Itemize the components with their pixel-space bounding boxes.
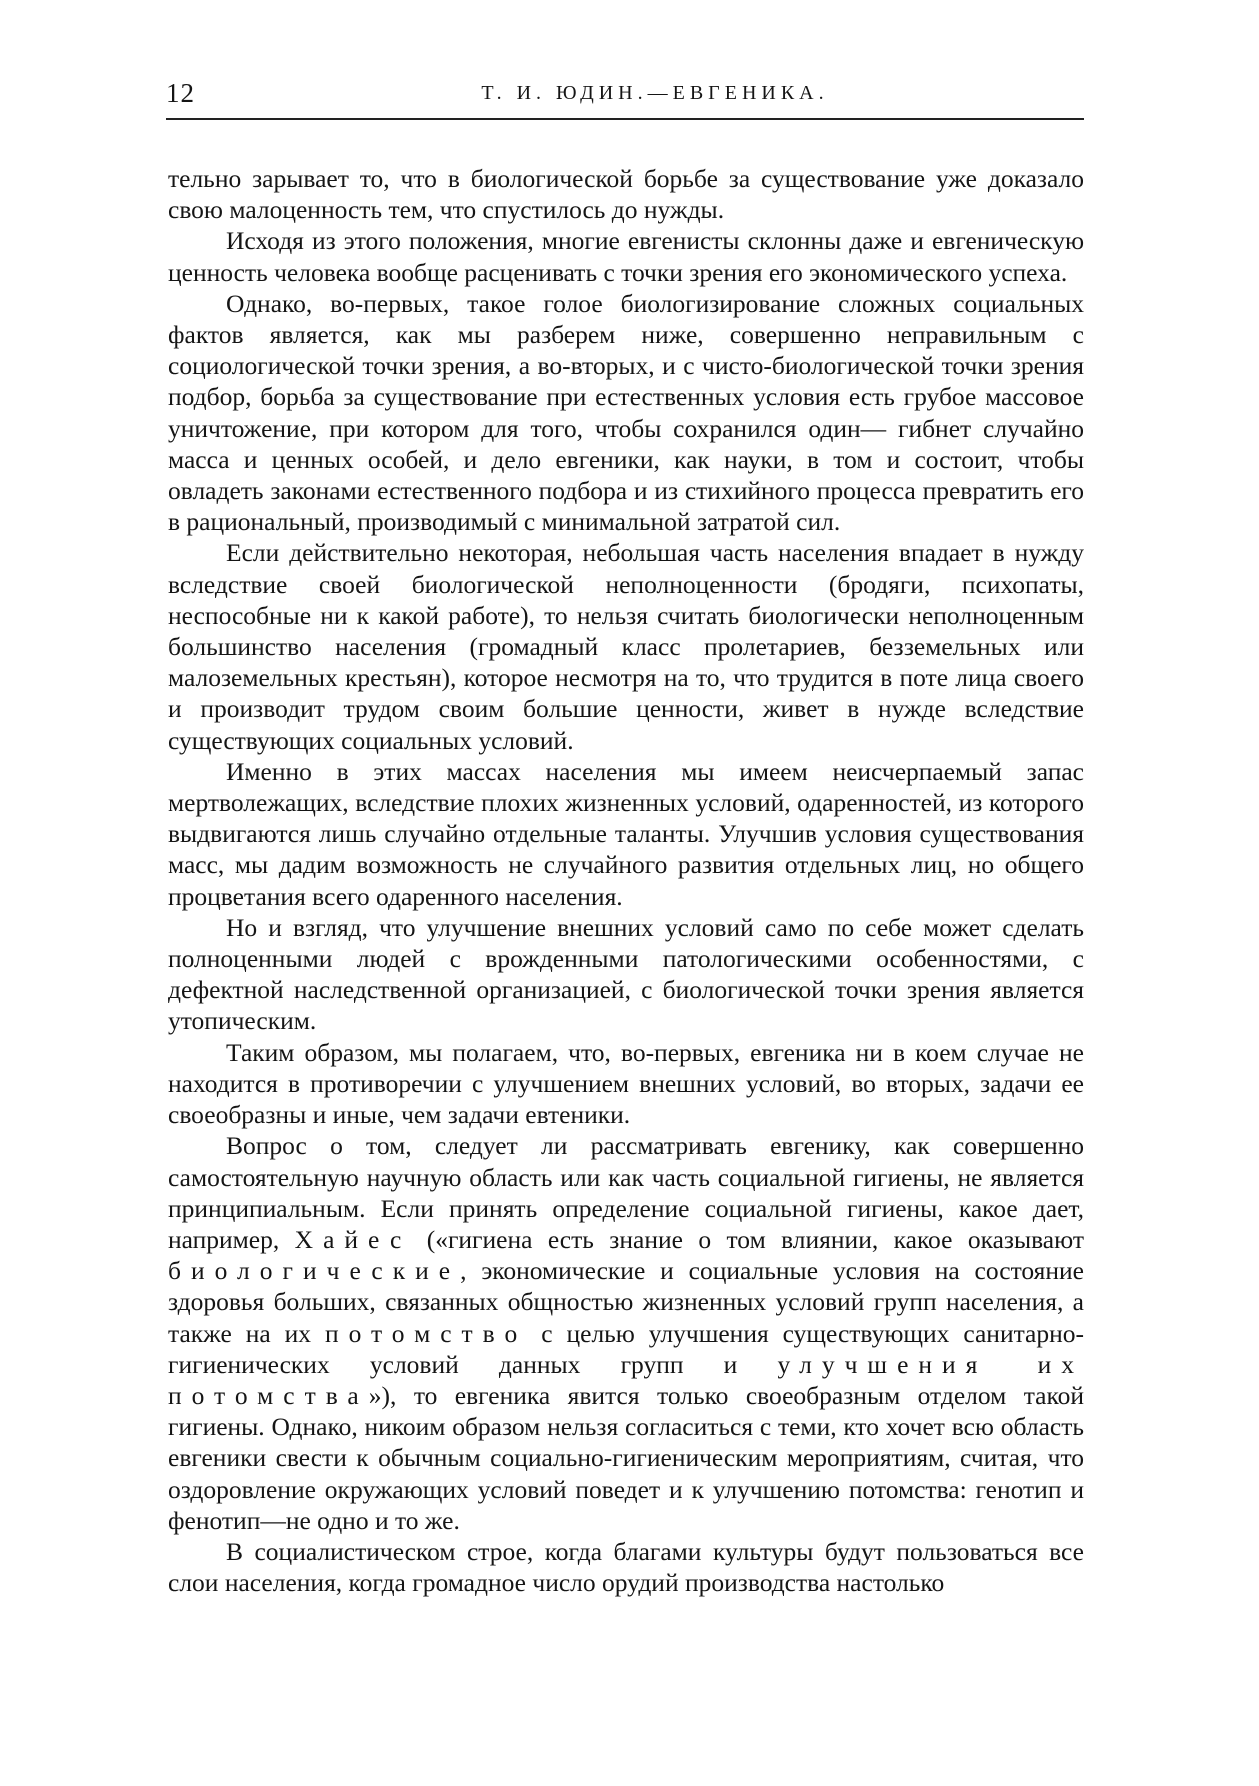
page-header (166, 78, 1084, 120)
body-text (168, 163, 1084, 1598)
spaced-emphasis: потомство (324, 1318, 528, 1348)
paragraph (168, 912, 1084, 1037)
paragraph (168, 288, 1084, 538)
spaced-emphasis: улучшения их потомства (168, 1349, 1084, 1410)
paragraph-text: с целью улучшения существующих санитарно-гигиенических условий данных групп и (168, 1318, 1085, 1379)
paragraph-text: Вопрос о том, следует ли рассматривать евгенику, как совершенно самостоятельную научную область или как часть социальной гигиены, не является принципиальным. Если принять определение социальной гигиены, какое дает, например, (168, 1131, 1084, 1254)
paragraph-text: Таким образом, мы полагаем, что, во-первых, евгеника ни в коем случае не находится в противоречии с улучшением внешних условий, во вторых, задачи ее своеобразны и иные, чем задачи евтеники. (168, 1037, 1084, 1130)
paragraph-text: Именно в этих массах населения мы имеем неисчерпаемый запас мертволежащих, вследствие плохих жизненных условий, одаренностей, из которого выдвигаются лишь случайно отдельные таланты. Улучшив условия существования масс, мы дадим возможность не случайного развития отдельных лиц, но общего процветания всего одаренного населения. (168, 756, 1084, 911)
paragraph-text: Исходя из этого положения, многие евгенисты склонны даже и евгеническую ценность человека вообще расценивать с точки зрения его экономического успеха. (168, 226, 1084, 287)
paragraph (168, 756, 1084, 912)
paragraph-text: Если действительно некоторая, небольшая часть населения впадает в нужду вследствие своей биологической неполноценности (бродяги, психопаты, неспособные ни к какой работе), то нельзя считать биологически неполноценным большинство населения (громадный класс пролетариев, безземельных или малоземельных крестьян), которое несмотря на то, что трудится в поте лица своего и производит трудом своим большие ценности, живет в нужде вследствие существующих социальных условий. (168, 538, 1084, 755)
spaced-emphasis: Хайес (294, 1224, 412, 1254)
paragraph-text: тельно зарывает то, что в биологической борьбе за существование уже доказало свою малоценность тем, что спустилось до нужды. (168, 164, 1084, 225)
paragraph (168, 163, 1084, 225)
paragraph (168, 1130, 1084, 1536)
paragraph-text: Но и взгляд, что улучшение внешних условий само по себе может сделать полноценными людей с врожденными патологическими особенностями, с дефектной наследственной организацией, с биологической точки зрения является утопическим. (168, 912, 1084, 1036)
paragraph (168, 225, 1084, 287)
paragraph (168, 537, 1084, 755)
paragraph-text: , экономические и социальные условия на состояние здоровья больших, связанных общностью жизненных условий групп населения, а также на их (168, 1256, 1084, 1348)
paragraph-text: В социалистическом строе, когда благами культуры будут пользоваться все слои населения, когда громадное число орудий производства настолько (168, 1536, 1084, 1598)
spaced-emphasis: биологические (168, 1256, 461, 1286)
paragraph-text: Однако, во-первых, такое голое биологизирование сложных социальных фактов является, как мы разберем ниже, совершенно неправильным с социологической точки зрения, а во-вторых, и с чисто-биологической точки зрения подбор, борьба за существование при естественных условия есть грубое массовое уничтожение, при котором для того, чтобы сохранился один— гибнет случайно масса и ценных особей, и дело евгеники, как науки, в том и состоит, чтобы овладеть законами естественного подбора и из стихийного процесса превратить его в рациональный, производимый с минимальной затратой сил. (168, 288, 1084, 537)
paragraph (168, 1037, 1084, 1131)
paragraph-text: («гигиена есть знание о том влиянии, какое оказывают (411, 1224, 1084, 1254)
paragraph-text: »), то евгеника явится только своеобразным отделом такой гигиены. Однако, никоим образом нельзя согласиться с теми, кто хочет всю область евгеники свести к обычным социально-гигиеническим мероприятиям, считая, что оздоровление окружающих условий поведет и к улучшению потомства: генотип и фенотип—не одно и то же. (168, 1380, 1084, 1535)
paragraph (168, 1536, 1084, 1598)
running-title: Т. И. ЮДИН.—ЕВГЕНИКА. (481, 82, 829, 104)
page-number: 12 (166, 78, 195, 108)
